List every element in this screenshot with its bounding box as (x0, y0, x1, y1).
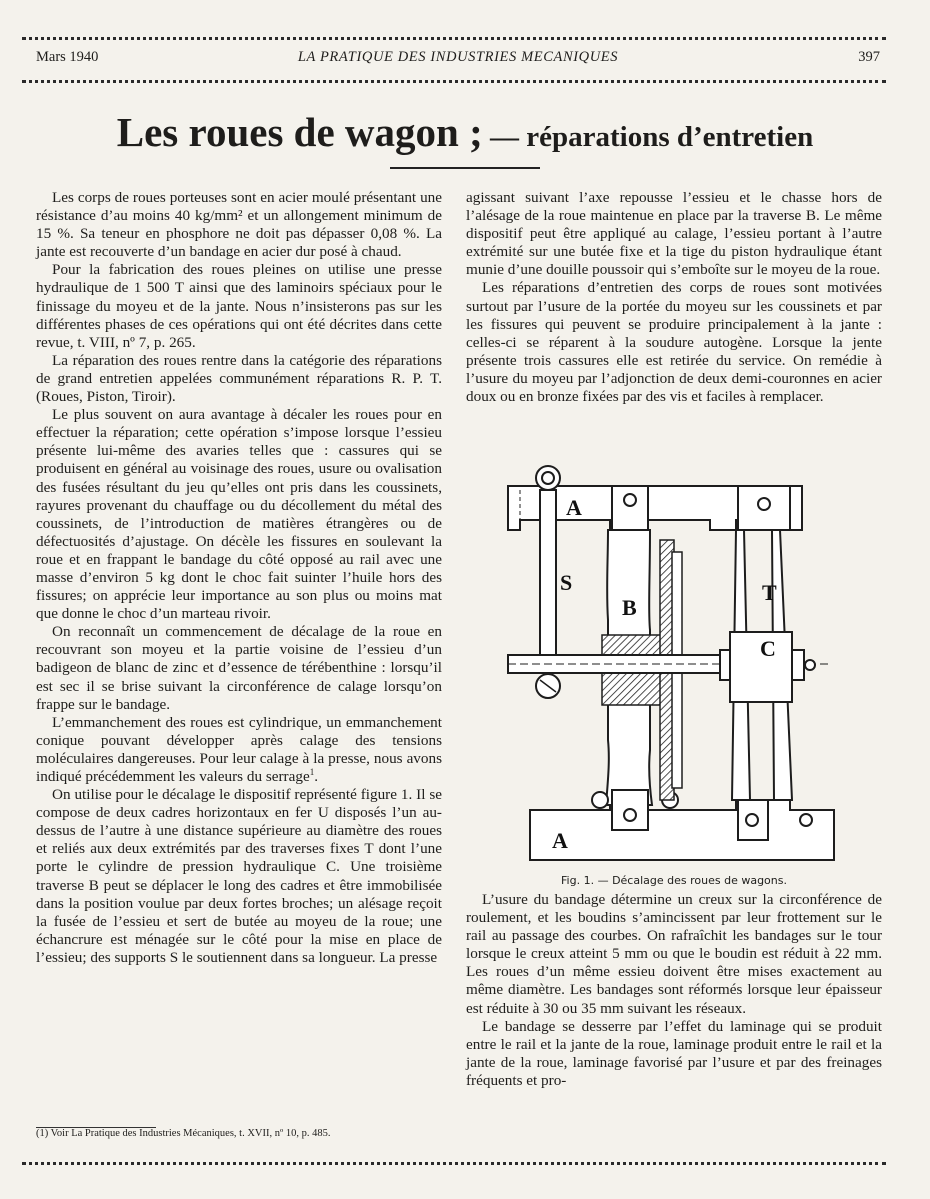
paragraph: Pour la fabrication des roues pleines on utilise une presse hydraulique de 1 500 T ainsi que des laminoirs spéciaux pour le finissage du moyeu et de la jante. Nous n’insisterons pas sur les différentes phases de ces opérations qui ont été décrites dans cette revue, t. VIII, nº 7, p. 265. (36, 261, 442, 351)
paragraph: Le bandage se desserre par l’effet du laminage qui se produit entre le rail et la jante de la roue, laminage produit entre le rail et la jante de la roue, laminage favorisé par l’usure et par des freinages fréquents et pro- (466, 1017, 882, 1089)
label-s: S (560, 570, 573, 595)
paragraph: L’usure du bandage détermine un creux sur la circonférence de roulement, et les boudins s’amincissent par leur frottement sur le rail au passage des courbes. On rafraîchit les bandages sur le tour lorsque le creux atteint 5 mm ou que le boudin est réduit à 22 mm. Les roues d’un même essieu doivent être mises exactement au même diamètre. Les bandages sont réformés lorsque leur épaisseur est réduite à 30 ou 35 mm suivant les réseaux. (466, 891, 882, 1017)
label-t: T (762, 580, 777, 605)
label-b: B (622, 595, 637, 620)
article-title (0, 108, 930, 156)
running-header (36, 49, 880, 67)
figure-wheel-press (500, 460, 840, 865)
paragraph-text: L’emmanchement des roues est cylindrique, un emmanchement conique pouvant développer après calage des tensions moléculaires dangereuses. Pour leur calage à la presse, nous avons indiqué précédemment les valeurs du serrage (36, 713, 442, 785)
bottom-dotted-rule (22, 1162, 886, 1165)
label-c: C (760, 636, 776, 661)
paragraph: Les corps de roues porteuses sont en acier moulé présentant une résistance d’au moins 40 kg/mm² et un allongement minimum de 15 %. Sa teneur en phosphore ne doit pas dépasser 0,08 %. La jante est recouverte d’un bandage en acier dur posé à chaud. (36, 189, 442, 261)
header-dotted-rule (22, 80, 886, 83)
label-a-bottom: A (552, 828, 568, 853)
title-underline (390, 167, 540, 169)
page-number: 397 (858, 49, 880, 65)
top-dotted-rule (22, 37, 886, 40)
left-column (36, 189, 442, 967)
footnote: (1) Voir La Pratique des Industries Mécaniques, t. XVII, nº 10, p. 485. (36, 1128, 331, 1139)
journal-name: LA PRATIQUE DES INDUSTRIES MECANIQUES (297, 49, 619, 65)
paragraph: On utilise pour le décalage le dispositif représenté figure 1. Il se compose de deux cadres horizontaux en fer U disposés l’un au-dessus de l’autre à une distance supérieure au diamètre des roues et reliés aux deux extrémités par des traverses fixes T dont l’une porte le cylindre de pression hydraulique C. Une troisième traverse B peut se déplacer le long des cadres et être immobilisée dans la position voulue par deux fortes broches; un alésage reçoit la fusée de l’essieu et sert de butée au moyeu de la roue; une échancrure est ménagée sur le côté pour la mise en place de l’essieu; des supports S le soutiennent dans sa longueur. La presse (36, 786, 442, 966)
label-a-top: A (566, 495, 582, 520)
issue-date: Mars 1940 (36, 49, 99, 65)
bottom-frame (530, 800, 834, 860)
right-column-bottom (466, 891, 882, 1090)
paragraph (36, 714, 442, 786)
paragraph: La réparation des roues rentre dans la catégorie des réparations de grand entretien appelées communément réparations R. P. T. (Roues, Piston, Tiroir). (36, 351, 442, 406)
paragraph-end: . (314, 768, 318, 785)
article-title-sub: — réparations d’entretien (482, 121, 814, 153)
press-diagram (500, 460, 840, 865)
figure-caption: Fig. 1. — Décalage des roues de wagons. (561, 874, 787, 887)
traverse-t-cylinder-c (720, 486, 815, 840)
article-title-main: Les roues de wagon ; (116, 109, 483, 155)
right-column-top (466, 189, 882, 406)
paragraph: Les réparations d’entretien des corps de roues sont motivées surtout par l’usure de la portée du moyeu sur les coussinets et par les fissures qui peuvent se produire principalement à la jante : celles-ci se réparent à la soudure autogène. Lorsque la jente présente trois cassures elle est retirée du service. On remédie à l’usure du moyeu par l’adjonction de deux demi-couronnes en acier doux ou en bronze fixées par des vis et faciles à remplacer. (466, 279, 882, 406)
footnote-marker: 1 (309, 766, 315, 777)
paragraph: Le plus souvent on aura avantage à décaler les roues pour en effectuer la réparation; cette opération s’impose lorsque l’essieu présente lui-même des avaries telles que : cassures qui se produisent en général au voisinage des roues, usure ou ovalisation des fusées résultant du jeu qu’elles ont pris dans les coussinets, rayures provenant du chauffage ou du décollement du métal des coussinets, de l’introduction de matières étrangères ou de défectuosités d’ajustage. On décèle les fissures en soulevant la roue et en frappant le bandage du côté opposé au rail avec une masse d’environ 5 kg dont le choc fait suinter l’huile hors des fissures; on apprécie leur importance au son plus ou moins mat que donne le choc d’un marteau rivoir. (36, 406, 442, 623)
paragraph: On reconnaît un commencement de décalage de la roue en recouvrant son moyeu et la partie voisine de l’essieu d’un badigeon de blanc de zinc et d’essence de térébenthine : lorsqu’il est sec il se brise suivant la circonférence de calage lorsqu’on frappe sur le bandage. (36, 623, 442, 713)
paragraph: agissant suivant l’axe repousse l’essieu et le chasse hors de l’alésage de la roue maintenue en place par la traverse B. Le même dispositif peut être appliqué au calage, l’essieu portant à l’autre extrémité sur une butée fixe et la tige du piston hydraulique étant munie d’une douille poussoir qui s’emboîte sur le moyeu de la roue. (466, 189, 882, 279)
